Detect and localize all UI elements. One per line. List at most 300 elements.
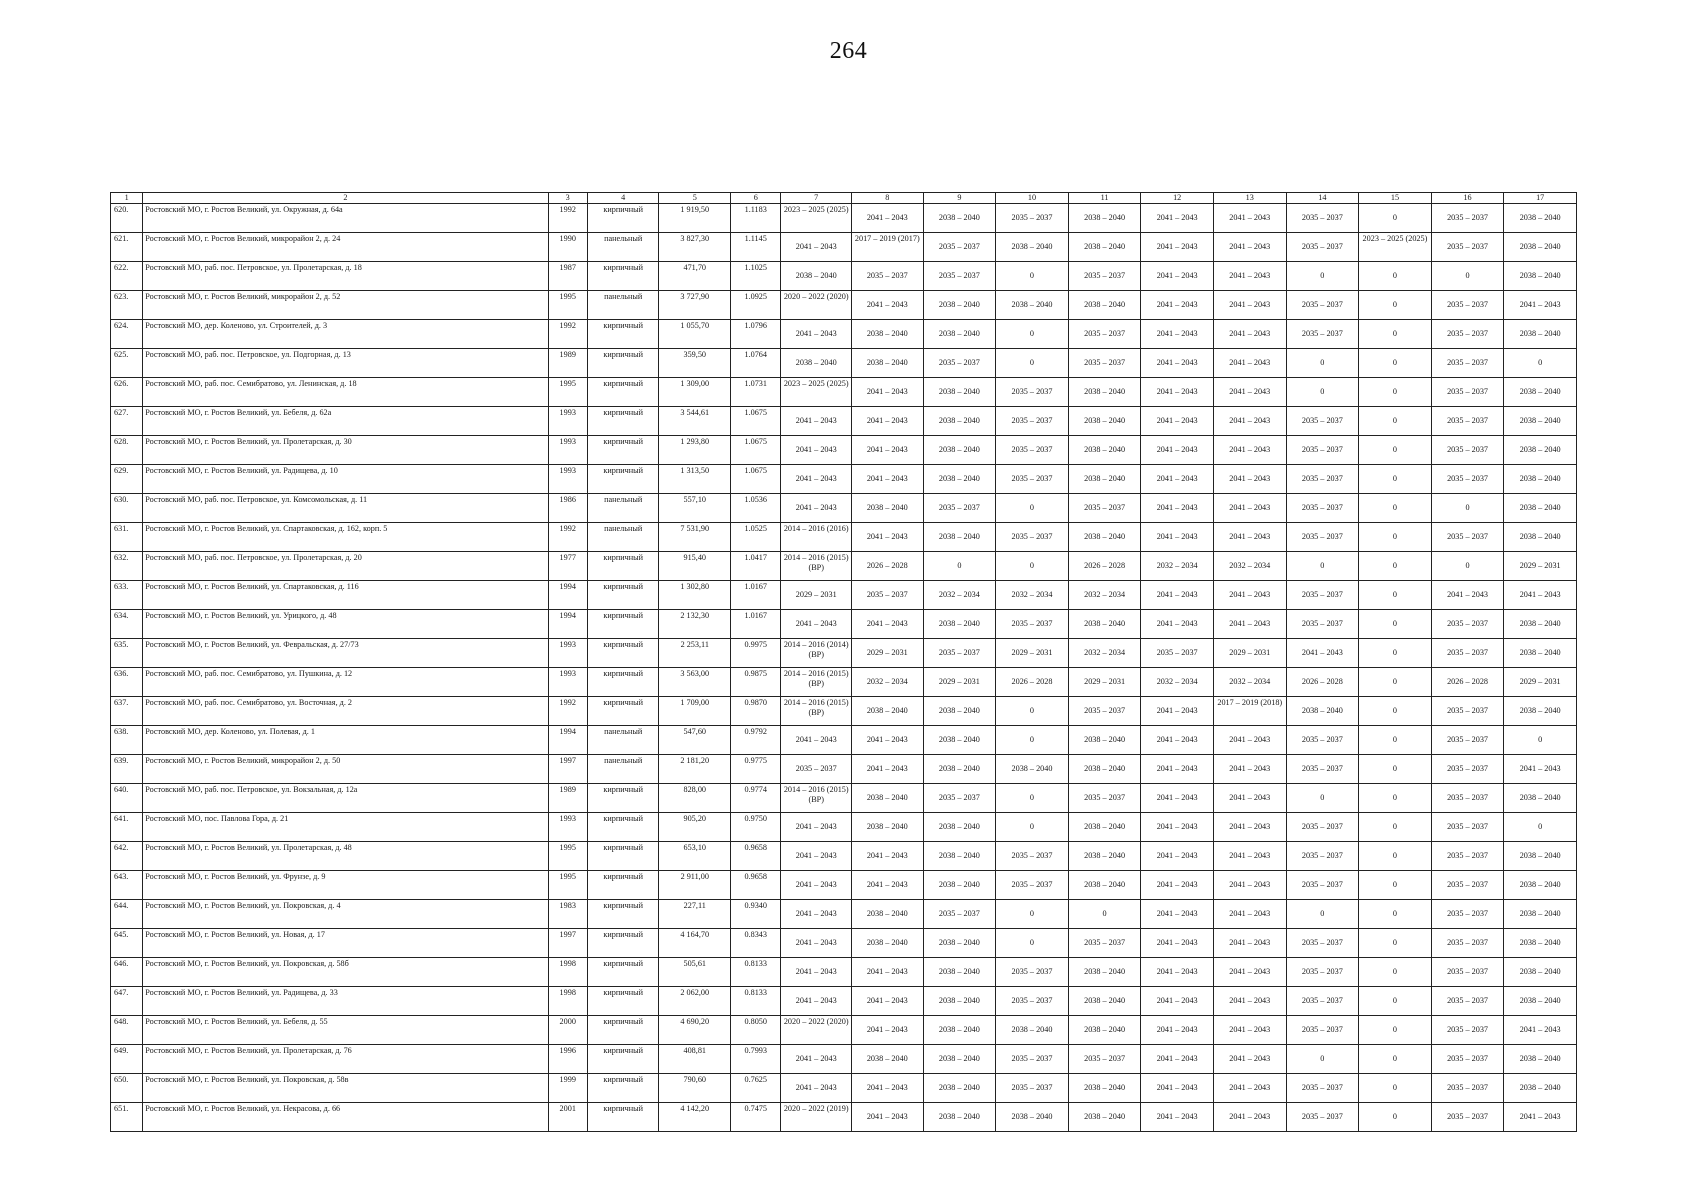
column-header-11: 11 <box>1068 193 1141 204</box>
cell-col-8: 2038 – 2040 <box>852 1045 924 1074</box>
cell-col-17: 2038 – 2040 <box>1504 1045 1577 1074</box>
cell-col-12: 2041 – 2043 <box>1141 378 1214 407</box>
cell-col-13: 2041 – 2043 <box>1213 291 1286 320</box>
cell-area: 2 253,11 <box>659 639 731 668</box>
cell-address: Ростовский МО, г. Ростов Великий, ул. Покровская, д. 4 <box>143 900 548 929</box>
table-row <box>111 755 1577 784</box>
cell-col-9: 2035 – 2037 <box>923 784 996 813</box>
cell-col-7: 2041 – 2043 <box>781 842 852 871</box>
column-header-13: 13 <box>1213 193 1286 204</box>
cell-wall-material: кирпичный <box>587 204 659 233</box>
cell-wall-material: кирпичный <box>587 552 659 581</box>
cell-col-7: 2014 – 2016 (2014) (ВР) <box>781 639 852 668</box>
cell-row-number: 628. <box>111 436 143 465</box>
cell-year-built: 1992 <box>548 697 587 726</box>
cell-year-built: 1986 <box>548 494 587 523</box>
cell-col-10: 2035 – 2037 <box>996 1045 1069 1074</box>
cell-col-13: 2041 – 2043 <box>1213 929 1286 958</box>
table-row <box>111 407 1577 436</box>
cell-col-7: 2041 – 2043 <box>781 465 852 494</box>
cell-year-built: 1995 <box>548 378 587 407</box>
cell-year-built: 1997 <box>548 755 587 784</box>
cell-wall-material: кирпичный <box>587 1016 659 1045</box>
cell-index: 0.9340 <box>731 900 781 929</box>
cell-col-13: 2041 – 2043 <box>1213 320 1286 349</box>
cell-col-13: 2041 – 2043 <box>1213 494 1286 523</box>
cell-col-12: 2032 – 2034 <box>1141 552 1214 581</box>
cell-col-7: 2041 – 2043 <box>781 726 852 755</box>
cell-address: Ростовский МО, г. Ростов Великий, ул. Спартаковская, д. 116 <box>143 581 548 610</box>
cell-area: 3 727,90 <box>659 291 731 320</box>
cell-col-9: 2038 – 2040 <box>923 929 996 958</box>
cell-col-9: 2038 – 2040 <box>923 407 996 436</box>
cell-index: 0.9658 <box>731 871 781 900</box>
cell-wall-material: панельный <box>587 233 659 262</box>
cell-col-11: 0 <box>1068 900 1141 929</box>
cell-col-15: 0 <box>1359 871 1432 900</box>
table-row <box>111 552 1577 581</box>
cell-col-8: 2041 – 2043 <box>852 523 924 552</box>
cell-col-13: 2041 – 2043 <box>1213 871 1286 900</box>
cell-col-9: 0 <box>923 552 996 581</box>
cell-col-12: 2041 – 2043 <box>1141 929 1214 958</box>
cell-col-11: 2038 – 2040 <box>1068 204 1141 233</box>
cell-col-11: 2035 – 2037 <box>1068 697 1141 726</box>
cell-address: Ростовский МО, раб. пос. Петровское, ул. Комсомольская, д. 11 <box>143 494 548 523</box>
cell-col-12: 2041 – 2043 <box>1141 987 1214 1016</box>
cell-wall-material: кирпичный <box>587 842 659 871</box>
cell-year-built: 1994 <box>548 726 587 755</box>
cell-col-9: 2038 – 2040 <box>923 697 996 726</box>
cell-col-17: 2041 – 2043 <box>1504 1016 1577 1045</box>
cell-col-9: 2038 – 2040 <box>923 204 996 233</box>
cell-area: 2 911,00 <box>659 871 731 900</box>
cell-row-number: 630. <box>111 494 143 523</box>
cell-col-8: 2038 – 2040 <box>852 784 924 813</box>
cell-col-8: 2017 – 2019 (2017) <box>852 233 924 262</box>
cell-col-14: 2035 – 2037 <box>1286 320 1359 349</box>
cell-col-15: 0 <box>1359 581 1432 610</box>
cell-wall-material: кирпичный <box>587 668 659 697</box>
cell-col-17: 2038 – 2040 <box>1504 842 1577 871</box>
cell-col-10: 2038 – 2040 <box>996 291 1069 320</box>
cell-index: 0.8133 <box>731 987 781 1016</box>
cell-col-8: 2041 – 2043 <box>852 378 924 407</box>
cell-col-16: 2035 – 2037 <box>1431 900 1504 929</box>
cell-col-7: 2014 – 2016 (2015) (ВР) <box>781 697 852 726</box>
cell-col-10: 2035 – 2037 <box>996 204 1069 233</box>
cell-index: 0.8133 <box>731 958 781 987</box>
cell-year-built: 1997 <box>548 929 587 958</box>
cell-col-16: 2035 – 2037 <box>1431 465 1504 494</box>
cell-col-11: 2038 – 2040 <box>1068 987 1141 1016</box>
cell-col-16: 2035 – 2037 <box>1431 697 1504 726</box>
cell-wall-material: кирпичный <box>587 407 659 436</box>
cell-address: Ростовский МО, г. Ростов Великий, ул. Покровская, д. 58б <box>143 958 548 987</box>
cell-col-17: 2038 – 2040 <box>1504 436 1577 465</box>
cell-index: 0.9750 <box>731 813 781 842</box>
cell-col-14: 2035 – 2037 <box>1286 958 1359 987</box>
column-header-4: 4 <box>587 193 659 204</box>
cell-col-11: 2038 – 2040 <box>1068 465 1141 494</box>
cell-area: 1 919,50 <box>659 204 731 233</box>
cell-col-15: 0 <box>1359 291 1432 320</box>
cell-area: 7 531,90 <box>659 523 731 552</box>
cell-col-14: 2041 – 2043 <box>1286 639 1359 668</box>
cell-index: 0.9975 <box>731 639 781 668</box>
cell-year-built: 1995 <box>548 842 587 871</box>
cell-address: Ростовский МО, г. Ростов Великий, микрорайон 2, д. 24 <box>143 233 548 262</box>
cell-col-16: 2035 – 2037 <box>1431 610 1504 639</box>
cell-col-13: 2041 – 2043 <box>1213 900 1286 929</box>
cell-area: 408,81 <box>659 1045 731 1074</box>
cell-col-7: 2041 – 2043 <box>781 320 852 349</box>
cell-col-13: 2041 – 2043 <box>1213 1016 1286 1045</box>
cell-year-built: 1993 <box>548 407 587 436</box>
cell-col-7: 2020 – 2022 (2020) <box>781 291 852 320</box>
cell-col-15: 0 <box>1359 1045 1432 1074</box>
cell-index: 1.0417 <box>731 552 781 581</box>
cell-row-number: 642. <box>111 842 143 871</box>
cell-col-8: 2038 – 2040 <box>852 900 924 929</box>
cell-wall-material: кирпичный <box>587 581 659 610</box>
cell-col-10: 2038 – 2040 <box>996 1103 1069 1132</box>
cell-col-7: 2041 – 2043 <box>781 494 852 523</box>
table-row <box>111 726 1577 755</box>
cell-col-10: 2035 – 2037 <box>996 842 1069 871</box>
cell-year-built: 1993 <box>548 465 587 494</box>
cell-col-14: 0 <box>1286 262 1359 291</box>
cell-address: Ростовский МО, г. Ростов Великий, ул. Окружная, д. 64а <box>143 204 548 233</box>
cell-col-9: 2038 – 2040 <box>923 1103 996 1132</box>
cell-col-15: 0 <box>1359 407 1432 436</box>
cell-year-built: 1998 <box>548 958 587 987</box>
cell-index: 1.1025 <box>731 262 781 291</box>
cell-col-8: 2038 – 2040 <box>852 697 924 726</box>
cell-col-13: 2041 – 2043 <box>1213 755 1286 784</box>
cell-col-9: 2038 – 2040 <box>923 813 996 842</box>
cell-col-7: 2038 – 2040 <box>781 262 852 291</box>
cell-col-7: 2041 – 2043 <box>781 900 852 929</box>
cell-index: 0.9875 <box>731 668 781 697</box>
cell-col-14: 2035 – 2037 <box>1286 204 1359 233</box>
cell-col-9: 2035 – 2037 <box>923 900 996 929</box>
cell-address: Ростовский МО, г. Ростов Великий, ул. Спартаковская, д. 162, корп. 5 <box>143 523 548 552</box>
cell-col-16: 2035 – 2037 <box>1431 813 1504 842</box>
cell-row-number: 640. <box>111 784 143 813</box>
cell-address: Ростовский МО, дер. Коленово, ул. Полевая, д. 1 <box>143 726 548 755</box>
cell-col-17: 2038 – 2040 <box>1504 523 1577 552</box>
cell-year-built: 1989 <box>548 349 587 378</box>
cell-col-12: 2041 – 2043 <box>1141 1103 1214 1132</box>
cell-wall-material: кирпичный <box>587 987 659 1016</box>
cell-col-14: 0 <box>1286 552 1359 581</box>
cell-col-9: 2038 – 2040 <box>923 523 996 552</box>
cell-col-13: 2041 – 2043 <box>1213 436 1286 465</box>
cell-col-13: 2041 – 2043 <box>1213 523 1286 552</box>
cell-col-9: 2035 – 2037 <box>923 262 996 291</box>
cell-row-number: 639. <box>111 755 143 784</box>
cell-col-10: 0 <box>996 320 1069 349</box>
cell-col-15: 0 <box>1359 668 1432 697</box>
cell-col-11: 2035 – 2037 <box>1068 349 1141 378</box>
cell-col-13: 2041 – 2043 <box>1213 958 1286 987</box>
cell-col-10: 0 <box>996 262 1069 291</box>
cell-col-12: 2041 – 2043 <box>1141 784 1214 813</box>
cell-area: 1 313,50 <box>659 465 731 494</box>
cell-area: 828,00 <box>659 784 731 813</box>
cell-col-16: 2035 – 2037 <box>1431 233 1504 262</box>
cell-col-13: 2041 – 2043 <box>1213 610 1286 639</box>
cell-index: 0.8050 <box>731 1016 781 1045</box>
cell-col-17: 2038 – 2040 <box>1504 610 1577 639</box>
cell-col-11: 2038 – 2040 <box>1068 1074 1141 1103</box>
cell-area: 1 055,70 <box>659 320 731 349</box>
cell-col-10: 2035 – 2037 <box>996 523 1069 552</box>
cell-col-10: 2035 – 2037 <box>996 436 1069 465</box>
cell-col-15: 0 <box>1359 813 1432 842</box>
cell-index: 1.0731 <box>731 378 781 407</box>
cell-col-12: 2041 – 2043 <box>1141 1074 1214 1103</box>
cell-area: 2 181,20 <box>659 755 731 784</box>
cell-col-10: 2035 – 2037 <box>996 958 1069 987</box>
cell-col-9: 2038 – 2040 <box>923 291 996 320</box>
cell-area: 1 302,80 <box>659 581 731 610</box>
table-row <box>111 1103 1577 1132</box>
cell-col-14: 2035 – 2037 <box>1286 1016 1359 1045</box>
cell-col-14: 2035 – 2037 <box>1286 465 1359 494</box>
cell-col-11: 2038 – 2040 <box>1068 726 1141 755</box>
cell-wall-material: кирпичный <box>587 320 659 349</box>
cell-col-12: 2041 – 2043 <box>1141 407 1214 436</box>
cell-address: Ростовский МО, раб. пос. Петровское, ул. Подгорная, д. 13 <box>143 349 548 378</box>
cell-col-8: 2041 – 2043 <box>852 204 924 233</box>
table-row <box>111 262 1577 291</box>
cell-col-17: 2038 – 2040 <box>1504 1074 1577 1103</box>
column-header-10: 10 <box>996 193 1069 204</box>
cell-col-9: 2038 – 2040 <box>923 842 996 871</box>
cell-col-14: 2035 – 2037 <box>1286 233 1359 262</box>
cell-col-8: 2041 – 2043 <box>852 842 924 871</box>
cell-col-7: 2041 – 2043 <box>781 436 852 465</box>
cell-col-15: 0 <box>1359 726 1432 755</box>
cell-col-8: 2038 – 2040 <box>852 813 924 842</box>
cell-row-number: 623. <box>111 291 143 320</box>
cell-col-14: 2038 – 2040 <box>1286 697 1359 726</box>
cell-col-7: 2041 – 2043 <box>781 871 852 900</box>
column-header-17: 17 <box>1504 193 1577 204</box>
cell-row-number: 624. <box>111 320 143 349</box>
cell-year-built: 1992 <box>548 320 587 349</box>
cell-address: Ростовский МО, г. Ростов Великий, ул. Покровская, д. 58в <box>143 1074 548 1103</box>
cell-col-15: 0 <box>1359 494 1432 523</box>
cell-col-13: 2041 – 2043 <box>1213 842 1286 871</box>
cell-year-built: 2001 <box>548 1103 587 1132</box>
cell-col-8: 2041 – 2043 <box>852 755 924 784</box>
cell-row-number: 644. <box>111 900 143 929</box>
cell-col-14: 2035 – 2037 <box>1286 726 1359 755</box>
cell-col-9: 2038 – 2040 <box>923 987 996 1016</box>
cell-col-12: 2041 – 2043 <box>1141 842 1214 871</box>
cell-wall-material: кирпичный <box>587 1045 659 1074</box>
cell-year-built: 1992 <box>548 523 587 552</box>
cell-index: 1.0796 <box>731 320 781 349</box>
cell-col-14: 2035 – 2037 <box>1286 291 1359 320</box>
column-header-15: 15 <box>1359 193 1432 204</box>
cell-row-number: 645. <box>111 929 143 958</box>
cell-area: 4 164,70 <box>659 929 731 958</box>
cell-col-14: 2035 – 2037 <box>1286 1103 1359 1132</box>
cell-col-11: 2035 – 2037 <box>1068 1045 1141 1074</box>
cell-year-built: 1992 <box>548 204 587 233</box>
cell-row-number: 627. <box>111 407 143 436</box>
cell-address: Ростовский МО, г. Ростов Великий, микрорайон 2, д. 50 <box>143 755 548 784</box>
cell-index: 1.0764 <box>731 349 781 378</box>
cell-col-17: 2038 – 2040 <box>1504 465 1577 494</box>
cell-col-12: 2041 – 2043 <box>1141 465 1214 494</box>
cell-col-14: 2026 – 2028 <box>1286 668 1359 697</box>
cell-col-9: 2038 – 2040 <box>923 320 996 349</box>
table-row <box>111 320 1577 349</box>
cell-col-11: 2035 – 2037 <box>1068 784 1141 813</box>
cell-year-built: 1989 <box>548 784 587 813</box>
cell-year-built: 1998 <box>548 987 587 1016</box>
cell-col-13: 2041 – 2043 <box>1213 726 1286 755</box>
cell-area: 505,61 <box>659 958 731 987</box>
cell-col-15: 2023 – 2025 (2025) <box>1359 233 1432 262</box>
cell-area: 905,20 <box>659 813 731 842</box>
table-row <box>111 291 1577 320</box>
cell-row-number: 621. <box>111 233 143 262</box>
cell-col-7: 2041 – 2043 <box>781 1045 852 1074</box>
cell-col-11: 2038 – 2040 <box>1068 842 1141 871</box>
cell-col-10: 0 <box>996 697 1069 726</box>
cell-wall-material: кирпичный <box>587 697 659 726</box>
cell-area: 557,10 <box>659 494 731 523</box>
cell-year-built: 1993 <box>548 639 587 668</box>
cell-col-16: 2035 – 2037 <box>1431 987 1504 1016</box>
cell-col-7: 2020 – 2022 (2019) <box>781 1103 852 1132</box>
cell-col-7: 2014 – 2016 (2016) <box>781 523 852 552</box>
cell-col-9: 2035 – 2037 <box>923 494 996 523</box>
cell-row-number: 636. <box>111 668 143 697</box>
cell-col-14: 2035 – 2037 <box>1286 929 1359 958</box>
cell-col-10: 0 <box>996 813 1069 842</box>
cell-col-10: 2038 – 2040 <box>996 755 1069 784</box>
cell-address: Ростовский МО, раб. пос. Петровское, ул. Пролетарская, д. 18 <box>143 262 548 291</box>
table-row <box>111 465 1577 494</box>
cell-row-number: 649. <box>111 1045 143 1074</box>
cell-index: 1.0675 <box>731 465 781 494</box>
cell-col-16: 2035 – 2037 <box>1431 1103 1504 1132</box>
cell-col-11: 2035 – 2037 <box>1068 320 1141 349</box>
cell-row-number: 622. <box>111 262 143 291</box>
cell-col-15: 0 <box>1359 204 1432 233</box>
cell-address: Ростовский МО, г. Ростов Великий, ул. Новая, д. 17 <box>143 929 548 958</box>
cell-address: Ростовский МО, г. Ростов Великий, ул. Урицкого, д. 48 <box>143 610 548 639</box>
cell-wall-material: панельный <box>587 494 659 523</box>
cell-col-8: 2029 – 2031 <box>852 639 924 668</box>
cell-address: Ростовский МО, г. Ростов Великий, ул. Бебеля, д. 62а <box>143 407 548 436</box>
cell-col-8: 2041 – 2043 <box>852 958 924 987</box>
cell-col-13: 2041 – 2043 <box>1213 407 1286 436</box>
cell-wall-material: кирпичный <box>587 1074 659 1103</box>
cell-col-12: 2041 – 2043 <box>1141 726 1214 755</box>
cell-col-11: 2032 – 2034 <box>1068 581 1141 610</box>
cell-col-10: 2032 – 2034 <box>996 581 1069 610</box>
cell-col-17: 2038 – 2040 <box>1504 929 1577 958</box>
cell-index: 1.1145 <box>731 233 781 262</box>
cell-col-16: 2035 – 2037 <box>1431 523 1504 552</box>
table-row <box>111 900 1577 929</box>
cell-col-11: 2038 – 2040 <box>1068 755 1141 784</box>
cell-col-10: 2035 – 2037 <box>996 987 1069 1016</box>
cell-col-14: 2035 – 2037 <box>1286 813 1359 842</box>
cell-col-8: 2041 – 2043 <box>852 1016 924 1045</box>
cell-col-7: 2020 – 2022 (2020) <box>781 1016 852 1045</box>
cell-col-8: 2041 – 2043 <box>852 436 924 465</box>
cell-wall-material: кирпичный <box>587 900 659 929</box>
cell-col-13: 2041 – 2043 <box>1213 1045 1286 1074</box>
cell-address: Ростовский МО, г. Ростов Великий, ул. Бебеля, д. 55 <box>143 1016 548 1045</box>
cell-col-15: 0 <box>1359 378 1432 407</box>
cell-col-17: 2038 – 2040 <box>1504 262 1577 291</box>
cell-col-15: 0 <box>1359 436 1432 465</box>
cell-address: Ростовский МО, г. Ростов Великий, ул. Пролетарская, д. 48 <box>143 842 548 871</box>
cell-col-16: 2035 – 2037 <box>1431 407 1504 436</box>
table-row <box>111 204 1577 233</box>
cell-row-number: 631. <box>111 523 143 552</box>
cell-col-7: 2041 – 2043 <box>781 233 852 262</box>
cell-year-built: 1983 <box>548 900 587 929</box>
cell-col-15: 0 <box>1359 697 1432 726</box>
cell-address: Ростовский МО, раб. пос. Петровское, ул. Пролетарская, д. 20 <box>143 552 548 581</box>
cell-wall-material: кирпичный <box>587 813 659 842</box>
cell-col-15: 0 <box>1359 639 1432 668</box>
cell-col-14: 2035 – 2037 <box>1286 871 1359 900</box>
cell-col-7: 2041 – 2043 <box>781 987 852 1016</box>
cell-col-17: 2041 – 2043 <box>1504 581 1577 610</box>
cell-area: 1 293,80 <box>659 436 731 465</box>
cell-col-9: 2038 – 2040 <box>923 755 996 784</box>
cell-index: 0.9775 <box>731 755 781 784</box>
cell-row-number: 632. <box>111 552 143 581</box>
cell-row-number: 643. <box>111 871 143 900</box>
cell-col-7: 2014 – 2016 (2015) (ВР) <box>781 552 852 581</box>
cell-index: 0.7993 <box>731 1045 781 1074</box>
cell-col-14: 0 <box>1286 1045 1359 1074</box>
cell-wall-material: кирпичный <box>587 610 659 639</box>
cell-col-16: 2035 – 2037 <box>1431 639 1504 668</box>
cell-col-12: 2041 – 2043 <box>1141 958 1214 987</box>
cell-col-11: 2026 – 2028 <box>1068 552 1141 581</box>
cell-row-number: 634. <box>111 610 143 639</box>
cell-col-14: 2035 – 2037 <box>1286 436 1359 465</box>
cell-col-16: 2035 – 2037 <box>1431 929 1504 958</box>
cell-col-15: 0 <box>1359 610 1432 639</box>
cell-col-14: 2035 – 2037 <box>1286 755 1359 784</box>
cell-row-number: 637. <box>111 697 143 726</box>
cell-col-12: 2041 – 2043 <box>1141 233 1214 262</box>
cell-address: Ростовский МО, г. Ростов Великий, ул. Пролетарская, д. 30 <box>143 436 548 465</box>
cell-col-8: 2041 – 2043 <box>852 726 924 755</box>
cell-row-number: 638. <box>111 726 143 755</box>
cell-col-11: 2038 – 2040 <box>1068 233 1141 262</box>
cell-wall-material: кирпичный <box>587 929 659 958</box>
table-row <box>111 1074 1577 1103</box>
cell-col-17: 2038 – 2040 <box>1504 494 1577 523</box>
cell-address: Ростовский МО, г. Ростов Великий, микрорайон 2, д. 52 <box>143 291 548 320</box>
